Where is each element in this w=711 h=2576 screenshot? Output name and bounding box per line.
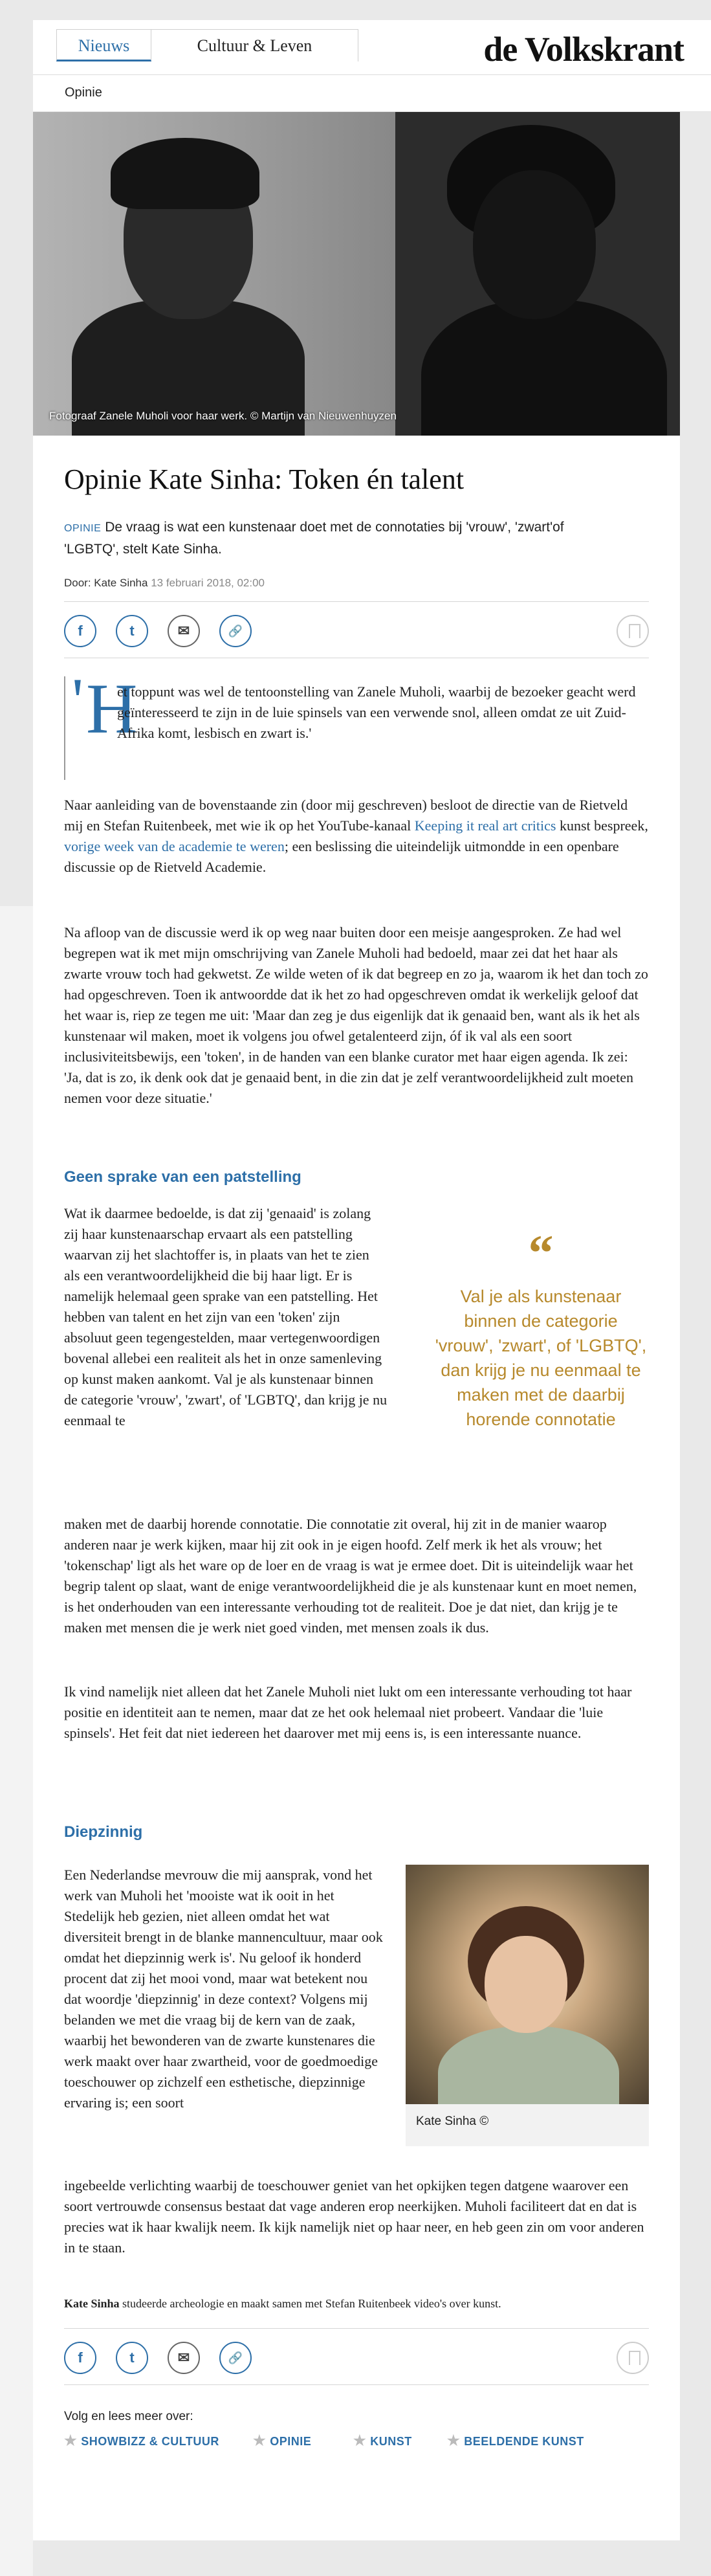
hero-caption: Fotograaf Zanele Muholi voor haar werk. © Martijn van Nieuwenhuyzen — [49, 410, 397, 422]
author-face — [485, 1936, 567, 2033]
author-body — [438, 2026, 619, 2104]
statue-head — [473, 170, 596, 319]
paragraph-1 — [64, 795, 649, 878]
paragraph-5-narrow: Een Nederlandse mevrouw die mij aansprak, vond het werk van Muholi het 'mooiste wat ik ooit in het Stedelijk heb gezien, niet alleen omdat het wat diversiteit brengt in de blanke mannencultuur, maar ook omdat het diepzinnig werk is'. Nu geloof ik honderd procent dat zij het mooi vond, maar wat betekent nou dat woordje 'diepzinnig' in deze context? Volgens mij belanden we met die vraag bij de kern van de zaak, waarbij het bewonderen van de zwarte kunstenares die werk maakt over haar zwartheid, voor de goedmoedige toeschouwer op zichzelf een esthetische, diepzinnige ervaring is; een soort — [64, 1867, 383, 2111]
subheading-diepzinnig: Diepzinnig — [64, 1823, 143, 1841]
tab-nieuws[interactable]: Nieuws — [56, 29, 151, 61]
tag-label: BEELDENDE KUNST — [464, 2435, 584, 2448]
site-header — [33, 20, 711, 75]
paragraph-3-narrow: Wat ik daarmee bedoelde, is dat zij 'genaaid' is zolang zij haar kunstenaarschap ervaart als een patstelling waarvan zij het slachtoffer is, in plaats van het te zien als een verantwoordelijkheid die bij haar ligt. Er is namelijk helemaal geen sprake van een patstelling. Het hebben van talent en het zijn van een 'token' zijn absoluut geen tegengestelden, maar vertegenwoordigen bovenal allebei een realiteit als het in onze samenleving op kunst maken aankomt. Val je als kunstenaar binnen de categorie 'vrouw', 'zwart', of 'LGBTQ', dan krijg je nu eenmaal te — [64, 1205, 388, 1428]
article — [33, 436, 680, 2540]
tag-beeldende-kunst[interactable] — [447, 2432, 584, 2449]
byline-author: Door: Kate Sinha — [64, 577, 148, 589]
person-headwrap — [111, 138, 259, 209]
author-photo-box — [406, 1865, 649, 2146]
twitter-icon[interactable]: t — [116, 615, 148, 647]
paragraph-1-c: ; een beslissing die uiteindelijk uitmondde in een openbare discussie op de Rietveld Academie. — [64, 838, 619, 875]
mail-icon[interactable]: ✉ — [168, 615, 200, 647]
link-academie-weren[interactable]: vorige week van de academie te weren — [64, 838, 285, 854]
link-icon[interactable]: 🔗 — [219, 615, 252, 647]
author-photo — [406, 1865, 649, 2104]
star-icon[interactable]: ★ — [447, 2432, 461, 2448]
link-keeping-it-real[interactable]: Keeping it real art critics — [414, 817, 556, 834]
paragraph-1-a: Naar aanleiding van de bovenstaande zin (door mij geschreven) besloot de directie van de Rietveld mij en Stefan Ruitenbeek, met wie ik op het YouTube-kanaal — [64, 797, 628, 834]
paragraph-1-b: kunst bespreek, — [556, 817, 648, 834]
page-side-shade — [0, 906, 33, 2576]
star-icon[interactable]: ★ — [353, 2432, 367, 2448]
link-icon[interactable]: 🔗 — [219, 2342, 252, 2374]
tag-label: OPINIE — [270, 2435, 312, 2448]
pull-quote-mark: “ — [528, 1225, 554, 1281]
lead-category[interactable]: OPINIE — [64, 523, 102, 534]
author-note — [64, 2297, 501, 2311]
article-lead — [64, 517, 620, 560]
mail-icon[interactable]: ✉ — [168, 2342, 200, 2374]
star-icon[interactable]: ★ — [253, 2432, 267, 2448]
hero-photo-left — [33, 112, 395, 436]
tag-showbizz-cultuur[interactable] — [64, 2432, 219, 2449]
twitter-icon[interactable]: t — [116, 2342, 148, 2374]
pull-quote — [434, 1225, 648, 1432]
facebook-icon[interactable]: f — [64, 2342, 96, 2374]
opening-quote-text: et toppunt was wel de tentoonstelling van Zanele Muholi, waarbij de bezoeker geacht werd geïnteresseerd te zijn in de luie spinsels van een verwende snol, alleen omdat ze uit Zuid-Afrika komt, lesbisch en zwart is.' — [117, 683, 636, 741]
subheading-patstelling: Geen sprake van een patstelling — [64, 1168, 301, 1186]
pull-quote-text: Val je als kunstenaar binnen de categorie 'vrouw', 'zwart', of 'LGBTQ', dan krijg je nu eenmaal te maken met de daarbij horende connotatie — [435, 1287, 647, 1429]
paragraph-3-wide: maken met de daarbij horende connotatie. Die connotatie zit overal, hij zit in de manier waarop anderen naar je werk kijken, maar hij zit ook in je eigen hoofd. Zelf merk ik het als vrouw; het 'tokenschap' ligt als het ware op de loer en de vraag is wat je ermee doet. Dit is uiteindelijk waar het begrip talent op slaat, want de enige verantwoordelijkheid die je als kunstenaar kunt en moet nemen, is het onderhouden van een interessante verhouding tot de realiteit. Doe je dat niet, dan krijg je te maken met mensen die je werk niet goed vinden, met mensen zoals ik dus. — [64, 1516, 637, 1636]
hero-photo-right — [395, 112, 680, 436]
tag-kunst[interactable] — [353, 2432, 412, 2449]
statue-body — [421, 300, 667, 436]
tags-title: Volg en lees meer over: — [64, 2410, 193, 2423]
bookmark-icon[interactable] — [617, 2342, 649, 2374]
paragraph-4: Ik vind namelijk niet alleen dat het Zanele Muholi niet lukt om een interessante verhouding tot haar positie en identiteit aan te nemen, maar dat ze het ook helemaal niet probeert. Vandaar die 'luie spinsels'. Het feit dat niet iedereen het daarover met mij eens is, is een interessante nuance. — [64, 1683, 632, 1741]
share-bar-bottom — [64, 2328, 649, 2385]
quote-open-mark: ' — [72, 665, 84, 737]
tab-cultuur-leven[interactable]: Cultuur & Leven — [151, 29, 358, 61]
tag-label: KUNST — [370, 2435, 412, 2448]
byline-date: 13 februari 2018, 02:00 — [151, 577, 265, 589]
tag-label: SHOWBIZZ & CULTUUR — [81, 2435, 219, 2448]
hero-image — [33, 112, 680, 436]
author-note-text: studeerde archeologie en maakt samen met Stefan Ruitenbeek video's over kunst. — [119, 2297, 501, 2310]
share-bar-top — [64, 601, 649, 658]
site-logo[interactable]: de Volkskrant — [483, 30, 684, 69]
dropcap: H — [86, 669, 138, 748]
lead-text: De vraag is wat een kunstenaar doet met de connotaties bij 'vrouw', 'zwart'of 'LGBTQ', stelt Kate Sinha. — [64, 520, 564, 557]
bookmark-icon[interactable] — [617, 615, 649, 647]
tag-opinie[interactable] — [253, 2432, 311, 2449]
paragraph-2: Na afloop van de discussie werd ik op weg naar buiten door een meisje aangesproken. Ze had wel begrepen wat ik met mijn omschrijving van Zanele Muholi had bedoeld, maar zei dat het haar als zwarte vrouw toch had gekwetst. Ze wilde weten of ik dat begreep en zo ja, waarom ik het dan toch zo had opgeschreven. Toen ik antwoordde dat ik het zo had opgeschreven omdat ik werkelijk geloof dat het waar is, riep ze tegen me uit: 'Maar dan zeg je dus eigenlijk dat ik genaaid ben, want als ik het als kunstenaar wil maken, moet ik volgens jou ofwel getalenteerd zijn, óf ik val als een soort inclusiviteitsbewijs, een 'token', in de handen van een blanke curator met haar eigen agenda. Ik zei: 'Ja, dat is zo, ik denk ook dat je genaaid bent, in die zin dat je zelf verantwoordelijkheid zult moeten nemen voor deze situatie.' — [64, 924, 648, 1106]
section-nav — [33, 75, 711, 112]
star-icon[interactable]: ★ — [64, 2432, 78, 2448]
facebook-icon[interactable]: f — [64, 615, 96, 647]
author-photo-caption: Kate Sinha © — [416, 2115, 489, 2128]
paragraph-5-wide: ingebeelde verlichting waarbij de toeschouwer geniet van het opkijken tegen datgene waarover een soort vertrouwde consensus bestaat dat vage anderen erop neerkijken. Muholi faciliteert dat en dat is precies wat ik haar kwalijk neem. Ik kijk namelijk niet op haar neer, en heb geen zin om voor anderen in te staan. — [64, 2177, 644, 2256]
byline — [64, 577, 265, 590]
article-title: Opinie Kate Sinha: Token én talent — [64, 463, 465, 495]
section-label[interactable]: Opinie — [65, 85, 102, 100]
author-note-name: Kate Sinha — [64, 2297, 120, 2310]
